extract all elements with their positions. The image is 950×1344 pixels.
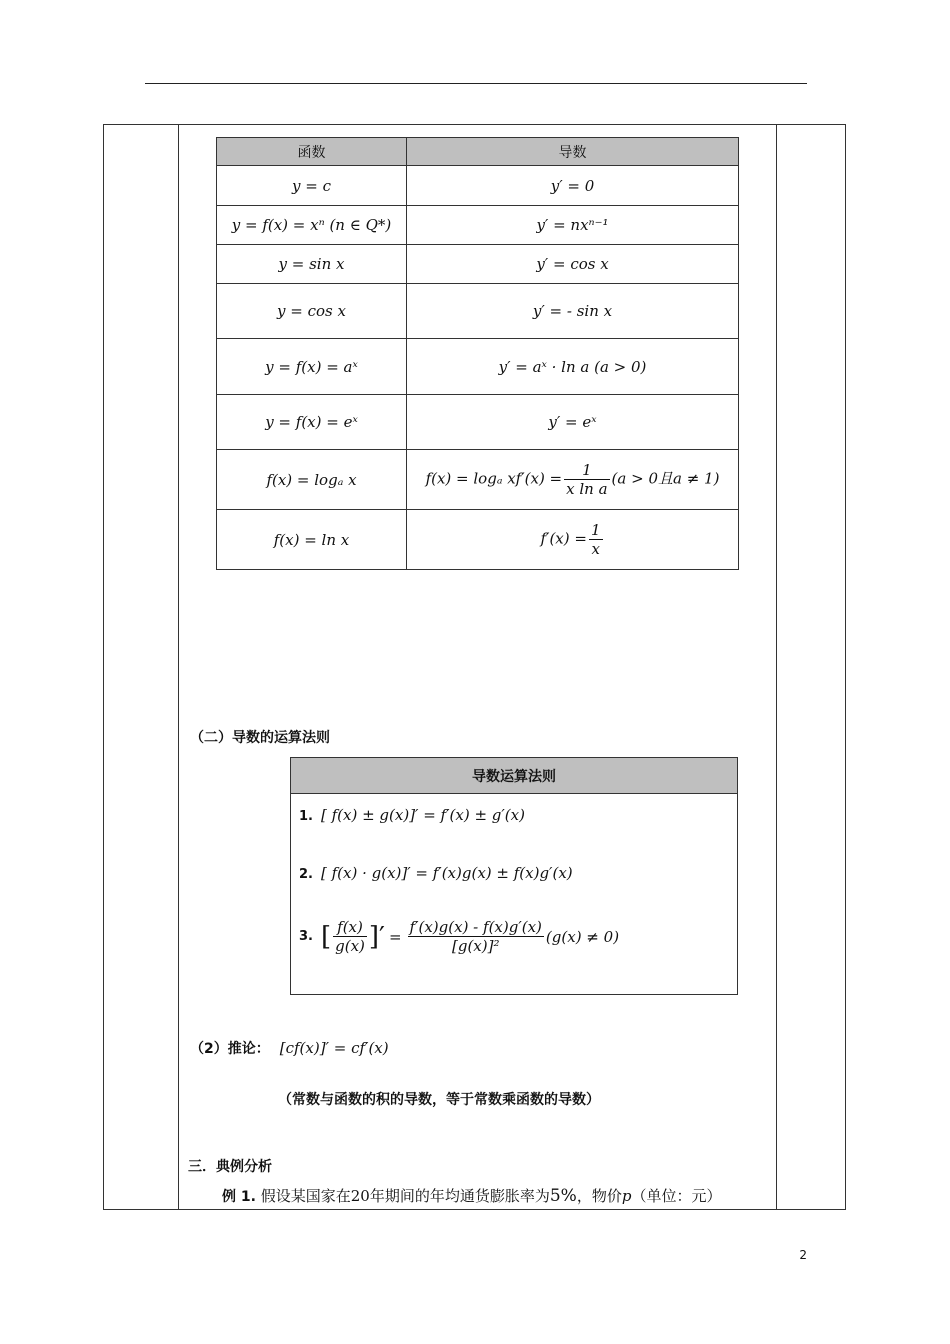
func-cell: y = cos x	[217, 284, 407, 339]
deriv-cell: y′ = cos x	[407, 245, 739, 284]
section3-title: 三．典例分析	[188, 1159, 272, 1175]
func-cell: y = f(x) = eˣ	[217, 395, 407, 450]
func-cell: f(x) = logₐ x	[217, 450, 407, 510]
example-text-a: 假设某国家在	[260, 1187, 351, 1205]
lhs-denominator: g(x)	[335, 937, 365, 955]
corollary-formula: [cf(x)]′ = cf′(x)	[279, 1039, 389, 1057]
deriv-cell: y′ = eˣ	[407, 395, 739, 450]
frame-divider-left	[178, 124, 179, 1210]
rule-number: 2.	[299, 867, 313, 882]
func-cell: y = sin x	[217, 245, 407, 284]
rule-3	[299, 918, 619, 955]
corollary-note: （常数与函数的积的导数，等于常数乘函数的导数）	[278, 1092, 600, 1108]
deriv-cell	[407, 510, 739, 570]
func-cell: y = f(x) = aˣ	[217, 339, 407, 395]
deriv-cell	[407, 450, 739, 510]
deriv-cell: y′ = 0	[407, 166, 739, 206]
example-text-c: ，物价	[576, 1187, 622, 1205]
bracket-right: ]′	[368, 921, 385, 952]
rules-table-header: 导数运算法则	[291, 758, 737, 794]
section2-title: （二）导数的运算法则	[190, 730, 330, 746]
corollary-label: （2）推论：	[190, 1041, 270, 1057]
corollary	[190, 1038, 389, 1058]
derivative-table	[216, 137, 739, 570]
header-function: 函数	[217, 138, 407, 166]
rule-formula: [ f(x) · g(x)]′ = f′(x)g(x) ± f(x)g′(x)	[320, 864, 573, 882]
rule-condition: (g(x) ≠ 0)	[545, 927, 620, 946]
fraction-numerator: 1	[564, 461, 609, 480]
rhs-denominator: [g(x)]²	[451, 937, 500, 955]
rule-formula: [ f(x) ± g(x)]′ = f′(x) ± g′(x)	[320, 806, 525, 824]
example-var: p	[621, 1187, 632, 1205]
rule-number: 1.	[299, 809, 313, 824]
example-text-d: （单位：元）	[631, 1187, 722, 1205]
equals-sign: =	[388, 927, 402, 946]
fraction-numerator: 1	[590, 521, 601, 539]
deriv-cell: y′ = - sin x	[407, 284, 739, 339]
deriv-prefix: f′(x) =	[540, 529, 587, 548]
bracket-left: [	[320, 921, 332, 952]
header-rule	[145, 83, 807, 84]
example-rate: 5%	[549, 1186, 577, 1206]
fraction	[564, 461, 609, 498]
func-cell: f(x) = ln x	[217, 510, 407, 570]
example-label: 例 1.	[222, 1189, 256, 1205]
rule-2	[299, 864, 573, 882]
rule-number: 3.	[299, 929, 313, 944]
header-derivative: 导数	[407, 138, 739, 166]
rules-table	[290, 757, 738, 995]
rule-1	[299, 806, 525, 824]
fraction-denominator: x ln a	[566, 480, 608, 498]
fraction-denominator: x	[591, 540, 600, 558]
fraction	[589, 521, 603, 558]
lhs-numerator: f(x)	[333, 918, 367, 937]
lhs-fraction	[333, 918, 367, 955]
frame-divider-right	[776, 124, 777, 1210]
rhs-numerator: f′(x)g(x) - f(x)g′(x)	[409, 918, 542, 936]
deriv-cell: y′ = aˣ · ln a (a > 0)	[407, 339, 739, 395]
func-cell: y = c	[217, 166, 407, 206]
example-years: 20	[350, 1187, 370, 1205]
page-number: 2	[799, 1248, 807, 1262]
example-1	[222, 1185, 721, 1206]
example-text-b: 年期间的年均通货膨胀率为	[369, 1187, 550, 1205]
deriv-cell: y′ = nxⁿ⁻¹	[407, 206, 739, 245]
rhs-fraction	[408, 918, 544, 955]
deriv-prefix: f(x) = logₐ xf′(x) =	[425, 469, 563, 488]
func-cell: y = f(x) = xⁿ (n ∈ Q*)	[217, 206, 407, 245]
deriv-condition: (a > 0且a ≠ 1)	[611, 469, 720, 488]
